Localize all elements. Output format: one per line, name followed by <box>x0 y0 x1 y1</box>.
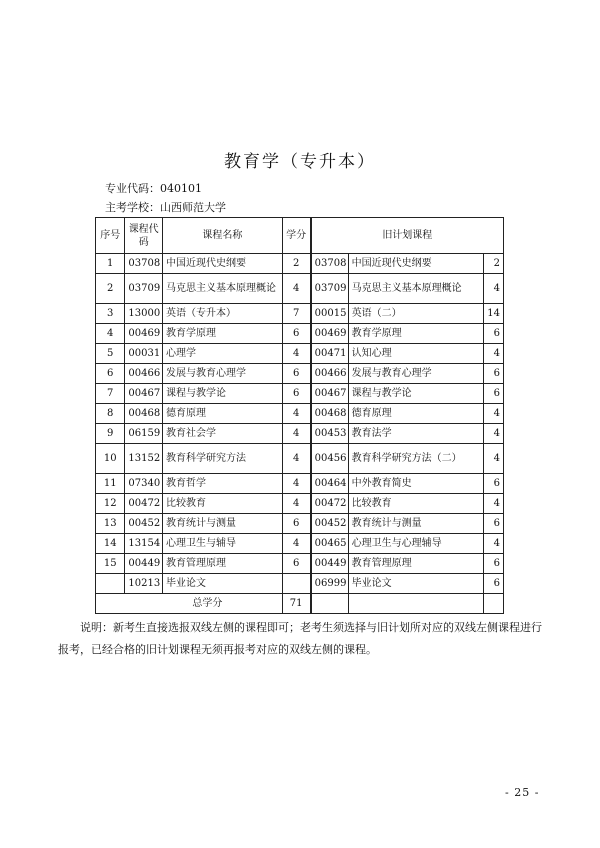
table-row <box>96 444 504 474</box>
row-old-credit: 4 <box>483 444 503 474</box>
row-old-credit: 6 <box>483 364 503 384</box>
row-seq: 11 <box>96 474 125 494</box>
table-row <box>96 364 504 384</box>
table-row <box>96 344 504 364</box>
row-code: 07340 <box>125 474 163 494</box>
row-old-credit: 14 <box>483 304 503 324</box>
table-body <box>96 254 504 594</box>
row-name: 教育社会学 <box>162 424 282 444</box>
row-credit: 2 <box>282 254 310 274</box>
row-old-code: 00453 <box>311 424 349 444</box>
row-old-code: 00472 <box>311 494 349 514</box>
row-seq: 15 <box>96 554 125 574</box>
row-code: 00449 <box>125 554 163 574</box>
row-credit: 6 <box>282 384 310 404</box>
row-old-name: 教育科学研究方法（二） <box>348 444 483 474</box>
table-row <box>96 274 504 304</box>
row-seq: 1 <box>96 254 125 274</box>
row-credit: 6 <box>282 554 310 574</box>
row-seq: 6 <box>96 364 125 384</box>
table-header-row <box>96 218 504 254</box>
row-old-name: 德育原理 <box>348 404 483 424</box>
row-old-credit: 6 <box>483 574 503 594</box>
row-old-code: 03709 <box>311 274 349 304</box>
row-credit: 4 <box>282 534 310 554</box>
row-old-name: 教育管理原理 <box>348 554 483 574</box>
row-old-code: 06999 <box>311 574 349 594</box>
row-name: 德育原理 <box>162 404 282 424</box>
table-row <box>96 304 504 324</box>
row-credit: 4 <box>282 274 310 304</box>
row-credit: 7 <box>282 304 310 324</box>
row-old-name: 发展与教育心理学 <box>348 364 483 384</box>
total-value: 71 <box>282 594 310 614</box>
row-name: 比较教育 <box>162 494 282 514</box>
row-code: 03709 <box>125 274 163 304</box>
row-old-code: 03708 <box>311 254 349 274</box>
row-old-code: 00468 <box>311 404 349 424</box>
row-credit: 4 <box>282 404 310 424</box>
total-label: 总学分 <box>96 594 283 614</box>
row-old-code: 00456 <box>311 444 349 474</box>
row-credit <box>282 574 310 594</box>
row-old-code: 00449 <box>311 554 349 574</box>
row-old-code: 00465 <box>311 534 349 554</box>
row-old-name: 中国近现代史纲要 <box>348 254 483 274</box>
table-row <box>96 404 504 424</box>
table-row <box>96 384 504 404</box>
row-seq: 2 <box>96 274 125 304</box>
row-old-code: 00015 <box>311 304 349 324</box>
course-table <box>95 217 504 614</box>
row-code: 00466 <box>125 364 163 384</box>
page-number: - 25 - <box>505 786 540 799</box>
row-seq: 9 <box>96 424 125 444</box>
table-row <box>96 514 504 534</box>
row-name: 中国近现代史纲要 <box>162 254 282 274</box>
row-name: 英语（专升本） <box>162 304 282 324</box>
row-old-credit: 4 <box>483 424 503 444</box>
total-empty-code <box>311 594 349 614</box>
row-old-name: 教育统计与测量 <box>348 514 483 534</box>
row-code: 13152 <box>125 444 163 474</box>
page-title: 教育学（专升本） <box>224 152 376 172</box>
header-name: 课程名称 <box>162 218 282 254</box>
row-seq: 10 <box>96 444 125 474</box>
row-code: 00472 <box>125 494 163 514</box>
row-name: 发展与教育心理学 <box>162 364 282 384</box>
row-old-name: 毕业论文 <box>348 574 483 594</box>
row-old-credit: 6 <box>483 324 503 344</box>
header-credit: 学分 <box>282 218 310 254</box>
row-old-credit: 6 <box>483 514 503 534</box>
row-credit: 4 <box>282 494 310 514</box>
table-row <box>96 424 504 444</box>
row-code: 00031 <box>125 344 163 364</box>
row-seq: 7 <box>96 384 125 404</box>
total-row <box>96 594 504 614</box>
row-old-name: 课程与教学论 <box>348 384 483 404</box>
row-code: 00468 <box>125 404 163 424</box>
row-code: 06159 <box>125 424 163 444</box>
total-empty-credit <box>483 594 503 614</box>
row-name: 马克思主义基本原理概论 <box>162 274 282 304</box>
row-old-name: 中外教育简史 <box>348 474 483 494</box>
row-seq <box>96 574 125 594</box>
row-credit: 6 <box>282 514 310 534</box>
table-row <box>96 494 504 514</box>
row-old-code: 00471 <box>311 344 349 364</box>
row-name: 课程与教学论 <box>162 384 282 404</box>
row-seq: 4 <box>96 324 125 344</box>
row-old-code: 00466 <box>311 364 349 384</box>
row-old-code: 00467 <box>311 384 349 404</box>
row-credit: 4 <box>282 344 310 364</box>
table-row <box>96 574 504 594</box>
row-credit: 4 <box>282 474 310 494</box>
note-paragraph: 说明：新考生直接选报双线左侧的课程即可；老考生须选择与旧计划所对应的双线左侧课程进行报考，已经合格的旧计划课程无须再报考对应的双线左侧的课程。 <box>58 621 542 656</box>
row-name: 毕业论文 <box>162 574 282 594</box>
table-row <box>96 474 504 494</box>
row-old-name: 认知心理 <box>348 344 483 364</box>
row-name: 心理卫生与辅导 <box>162 534 282 554</box>
row-old-code: 00469 <box>311 324 349 344</box>
row-old-credit: 4 <box>483 274 503 304</box>
row-old-credit: 6 <box>483 384 503 404</box>
row-old-name: 英语（二） <box>348 304 483 324</box>
row-name: 心理学 <box>162 344 282 364</box>
row-old-code: 00464 <box>311 474 349 494</box>
row-old-credit: 6 <box>483 474 503 494</box>
exam-school: 主考学校：山西师范大学 <box>105 201 226 214</box>
table-row <box>96 324 504 344</box>
row-code: 13154 <box>125 534 163 554</box>
row-old-name: 心理卫生与心理辅导 <box>348 534 483 554</box>
table-row <box>96 554 504 574</box>
row-seq: 5 <box>96 344 125 364</box>
row-old-name: 教育学原理 <box>348 324 483 344</box>
row-credit: 4 <box>282 424 310 444</box>
row-code: 00452 <box>125 514 163 534</box>
row-seq: 14 <box>96 534 125 554</box>
row-name: 教育统计与测量 <box>162 514 282 534</box>
row-name: 教育学原理 <box>162 324 282 344</box>
row-name: 教育科学研究方法 <box>162 444 282 474</box>
row-old-credit: 4 <box>483 494 503 514</box>
row-seq: 12 <box>96 494 125 514</box>
table-row <box>96 534 504 554</box>
total-empty-name <box>348 594 483 614</box>
table-row <box>96 254 504 274</box>
row-name: 教育管理原理 <box>162 554 282 574</box>
row-name: 教育哲学 <box>162 474 282 494</box>
row-old-credit: 4 <box>483 534 503 554</box>
header-code: 课程代码 <box>125 218 163 254</box>
header-seq: 序号 <box>96 218 125 254</box>
row-seq: 8 <box>96 404 125 424</box>
row-code: 00467 <box>125 384 163 404</box>
row-credit: 4 <box>282 444 310 474</box>
row-credit: 6 <box>282 364 310 384</box>
row-old-name: 比较教育 <box>348 494 483 514</box>
row-old-credit: 2 <box>483 254 503 274</box>
header-old-plan: 旧计划课程 <box>311 218 504 254</box>
row-seq: 3 <box>96 304 125 324</box>
row-old-credit: 4 <box>483 404 503 424</box>
major-code: 专业代码：040101 <box>105 182 202 195</box>
row-credit: 6 <box>282 324 310 344</box>
row-code: 10213 <box>125 574 163 594</box>
row-seq: 13 <box>96 514 125 534</box>
row-old-name: 教育法学 <box>348 424 483 444</box>
row-code: 03708 <box>125 254 163 274</box>
row-code: 00469 <box>125 324 163 344</box>
row-old-credit: 4 <box>483 344 503 364</box>
row-code: 13000 <box>125 304 163 324</box>
row-old-name: 马克思主义基本原理概论 <box>348 274 483 304</box>
row-old-code: 00452 <box>311 514 349 534</box>
row-old-credit: 6 <box>483 554 503 574</box>
